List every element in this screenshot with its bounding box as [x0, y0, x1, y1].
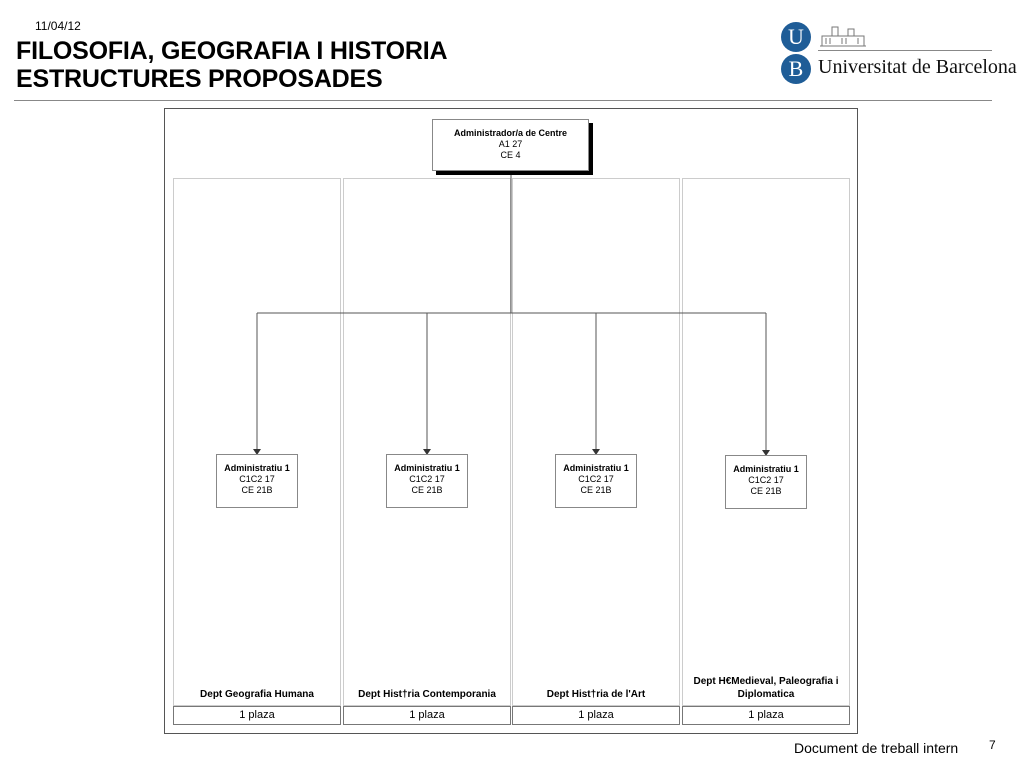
dept-name-1: Dept Geografia Humana: [200, 689, 314, 700]
position-ce: CE 21B: [750, 486, 782, 496]
plaza-count-4: 1 plaza: [682, 706, 850, 725]
position-box-3: [555, 454, 637, 508]
plaza-count-1: 1 plaza: [173, 706, 341, 725]
position-group: C1C2 17: [748, 475, 784, 485]
dept-name-3: Dept Hist†ria de l'Art: [546, 689, 646, 700]
position-ce: CE 21B: [241, 485, 273, 495]
plaza-count-3: 1 plaza: [512, 706, 680, 725]
position-role: Administratiu 1: [563, 463, 629, 473]
plaza-count-2: 1 plaza: [343, 706, 511, 725]
title-line-1: FILOSOFIA, GEOGRAFIA I HISTORIA: [16, 37, 448, 65]
position-group: C1C2 17: [239, 474, 275, 484]
top-position-box: [432, 119, 589, 171]
position-role: Administratiu 1: [394, 463, 460, 473]
position-ce: CE 21B: [580, 485, 612, 495]
position-group: C1C2 17: [578, 474, 614, 484]
university-logo-u: U: [781, 22, 811, 52]
title-line-2: ESTRUCTURES PROPOSADES: [16, 65, 383, 93]
position-box-4: [725, 455, 807, 509]
position-ce: CE 21B: [411, 485, 443, 495]
dept-name-2: Dept Hist†ria Contemporania: [358, 689, 496, 700]
university-name: Universitat de Barcelona: [818, 56, 1017, 78]
top-ce: CE 4: [500, 150, 521, 160]
dept-name-4: [682, 675, 850, 701]
dept-name-4-line-1: Dept H€Medieval, Paleografia i: [693, 676, 839, 687]
position-group: C1C2 17: [409, 474, 445, 484]
position-role: Administratiu 1: [224, 463, 290, 473]
top-role: Administrador/a de Centre: [453, 128, 568, 138]
page-number: 7: [989, 738, 996, 752]
dept-name-4-line-2: Diplomatica: [737, 689, 795, 700]
date-label: 11/04/12: [35, 19, 81, 33]
position-box-1: [216, 454, 298, 508]
footer-note: Document de treball intern: [794, 740, 959, 756]
position-box-2: [386, 454, 468, 508]
position-role: Administratiu 1: [733, 464, 799, 474]
top-group: A1 27: [498, 139, 523, 149]
university-logo-b: B: [781, 54, 811, 84]
